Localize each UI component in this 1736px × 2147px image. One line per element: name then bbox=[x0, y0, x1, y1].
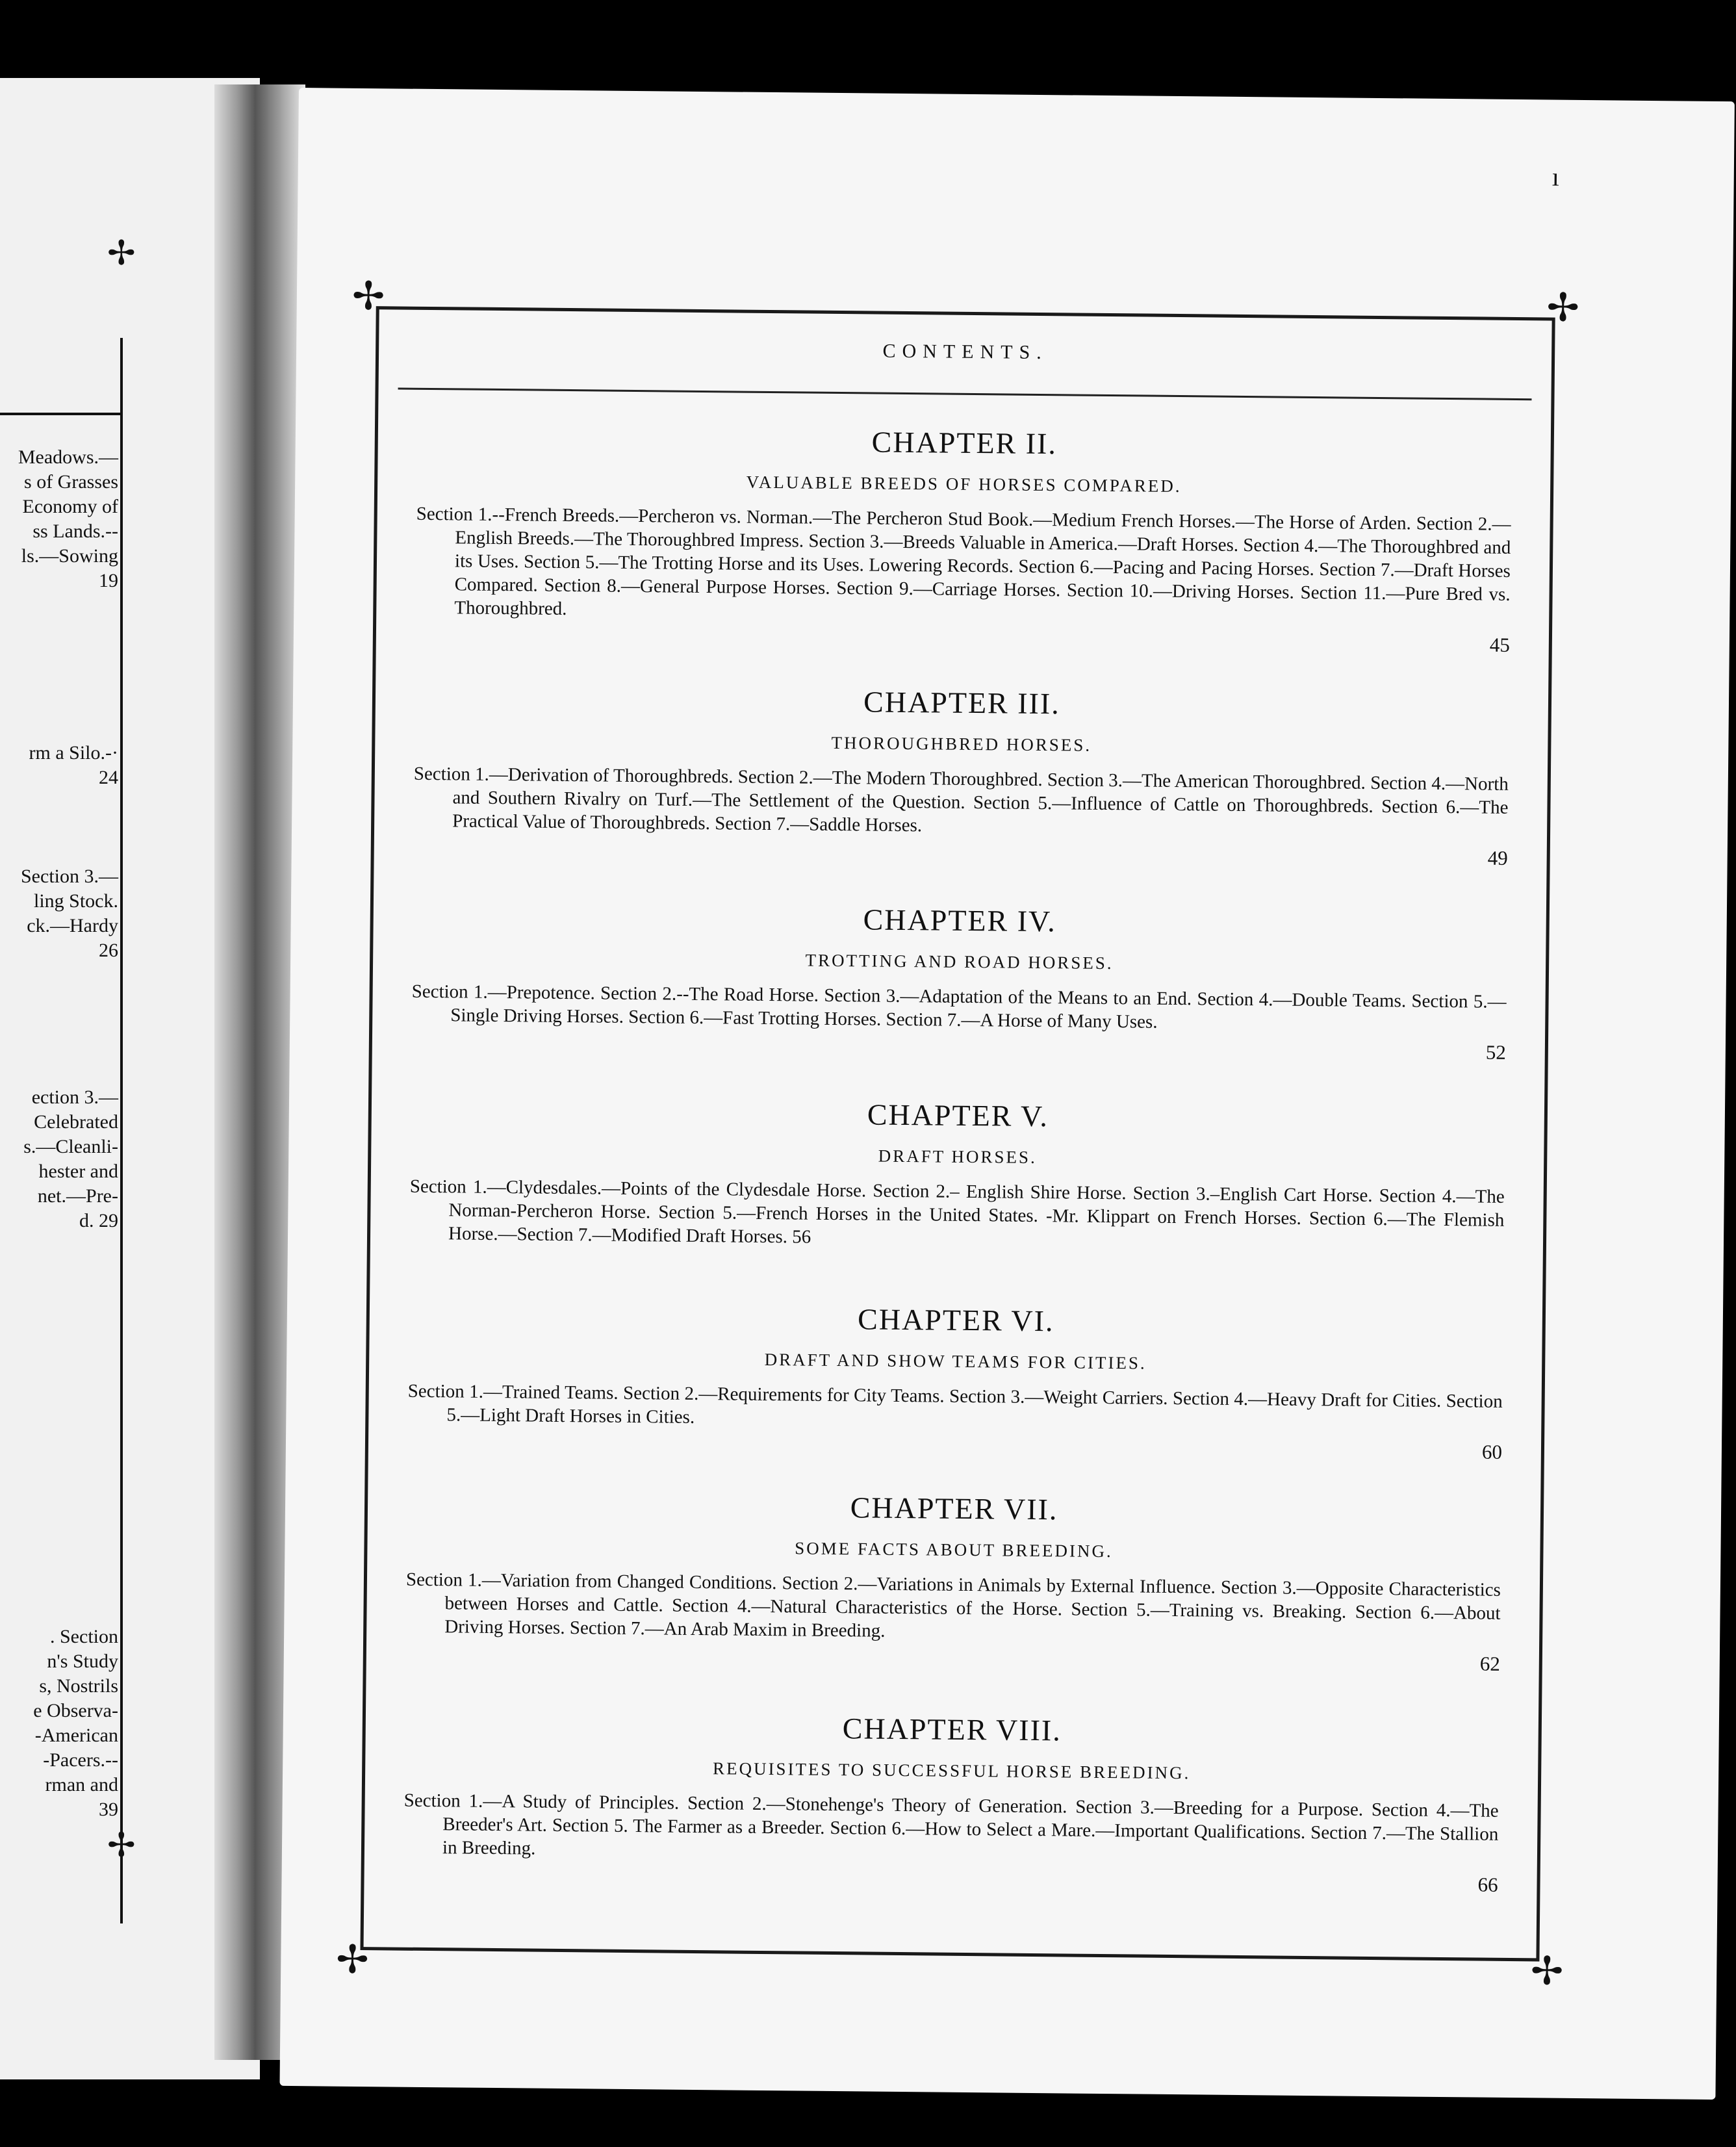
chapter-subtitle: VALUABLE BREEDS OF HORSES COMPARED. bbox=[746, 472, 1182, 496]
chapter-subtitle: DRAFT AND SHOW TEAMS FOR CITIES. bbox=[764, 1349, 1147, 1373]
corner-ornament: ✢ bbox=[336, 1938, 369, 1982]
chapter-title: CHAPTER VII. bbox=[850, 1491, 1058, 1526]
chapter-entry bbox=[403, 1707, 1500, 1897]
page-number: 45 bbox=[1489, 633, 1511, 656]
chapter-subtitle: DRAFT HORSES. bbox=[878, 1146, 1037, 1167]
chapter-sections: Section 1.—A Study of Principles. Section 2.—Stonehenge's Theory of Generation. Section 3.—Breeding for a Purpose. Section 4.—The Breeder's Art. Section 5. The Farmer as a Breeder. Section 6.—How to Select a Mare.—Important Qualifications. Section 7.—The Stallion in Breeding. bbox=[403, 1790, 1499, 1859]
page-number: 52 bbox=[1485, 1040, 1507, 1064]
page-number: 49 bbox=[1487, 846, 1508, 869]
corner-ornament: ✢ bbox=[1546, 286, 1580, 329]
page-number: 60 bbox=[1481, 1440, 1503, 1463]
page-number: 62 bbox=[1479, 1652, 1500, 1675]
corner-ornament: ✢ bbox=[107, 235, 136, 272]
left-page-text: . Section n's Study s, Nostrils e Observa- -American -Pacers.-- rman and 39 bbox=[33, 1626, 118, 1820]
left-page-text: ection 3.— Celebrated s.—Cleanli- hester and net.—Pre- d. 29 bbox=[23, 1086, 118, 1231]
chapter-sections: Section 1.--French Breeds.—Percheron vs. Norman.—The Percheron Stud Book.—Medium French Horses.—The Horse of Arden. Section 2.—English Breeds.—The Thoroughbred Impress. Section 3.—Breeds Valuable in America.—Draft Horses. Section 4.—The Thoroughbred and its Uses. Section 5.—The Trotting Horse and its Uses. Lowering Records. Section 6.—Pacing and Pacing Horses. Section 7.—Draft Horses Compared. Section 8.—General Purpose Horses. Section 9.—Carriage Horses. Section 10.—Driving Horses. Section 11.—Pure Bred vs. Thoroughbred. bbox=[416, 503, 1511, 619]
chapter-entry bbox=[413, 680, 1510, 870]
chapter-title: CHAPTER VI. bbox=[857, 1302, 1054, 1338]
chapter-entry bbox=[411, 898, 1507, 1064]
chapter-sections: Section 1.—Variation from Changed Conditions. Section 2.—Variations in Animals by External Influence. Section 3.—Opposite Characteristics between Horses and Cattle. Section 4.—Natural Characteristics of the Horse. Section 5.—Training vs. Breaking. Section 6.—About Driving Horses. Section 7.—An Arab Maxim in Breeding. bbox=[405, 1569, 1501, 1641]
corner-ornament: ✢ bbox=[107, 1827, 136, 1864]
chapter-sections: Section 1.—Derivation of Thoroughbreds. Section 2.—The Modern Thoroughbred. Section 3.—The American Thoroughbred. Section 4.—North and Southern Rivalry on Turf.—The Settlement of the Question. Section 5.—Influence of Cattle on Thoroughbreds. Section 6.—The Practical Value of Thoroughbreds. Section 7.—Saddle Horses. bbox=[413, 763, 1509, 836]
contents-frame bbox=[336, 274, 1580, 1993]
page-number: 66 bbox=[1477, 1873, 1498, 1896]
corner-ornament: ✢ bbox=[1530, 1949, 1564, 1993]
chapter-entry bbox=[409, 1093, 1505, 1255]
chapter-subtitle: REQUISITES TO SUCCESSFUL HORSE BREEDING. bbox=[712, 1758, 1191, 1783]
header-rule bbox=[398, 387, 1532, 400]
chapter-sections: Section 1.—Trained Teams. Section 2.—Requirements for City Teams. Section 3.—Weight Carriers. Section 4.—Heavy Draft for Cities. Section 5.—Light Draft Horses in Cities. bbox=[407, 1380, 1503, 1428]
chapter-subtitle: SOME FACTS ABOUT BREEDING. bbox=[795, 1538, 1113, 1562]
contents-page bbox=[279, 88, 1734, 2100]
chapter-title: CHAPTER III. bbox=[863, 685, 1060, 721]
page-mark: ı bbox=[1551, 162, 1560, 192]
chapter-sections: Section 1.—Prepotence. Section 2.--The Road Horse. Section 3.—Adaptation of the Means to an End. Section 4.—Double Teams. Section 5.—Single Driving Horses. Section 6.—Fast Trotting Horses. Section 7.—A Horse of Many Uses. bbox=[411, 981, 1507, 1033]
chapter-title: CHAPTER IV. bbox=[863, 903, 1057, 938]
chapter-title: CHAPTER II. bbox=[871, 425, 1058, 461]
chapter-subtitle: THOROUGHBRED HORSES. bbox=[831, 732, 1092, 755]
left-page-text: rm a Silo.-· 24 bbox=[29, 742, 118, 788]
left-page-text: Meadows.— s of Grasses Economy of ss Lands.-- ls.—Sowing 19 bbox=[18, 446, 118, 591]
page-title: CONTENTS. bbox=[882, 340, 1048, 364]
chapter-sections: Section 1.—Clydesdales.—Points of the Clydesdale Horse. Section 2.– English Shire Horse. Section 3.–English Cart Horse. Section 4.—The Norman-Percheron Horse. Section 5.—French Horses in the United States. -Mr. Klippart on French Horses. Section 6.—The Flemish Horse.—Section 7.—Modified Draft Horses. 56 bbox=[409, 1176, 1505, 1248]
chapter-title: CHAPTER V. bbox=[867, 1098, 1049, 1133]
corner-ornament: ✢ bbox=[351, 274, 385, 318]
left-page-text: Section 3.— ling Stock. ck.—Hardy 26 bbox=[21, 866, 118, 961]
chapter-entry bbox=[405, 1486, 1502, 1676]
chapter-entry bbox=[415, 420, 1512, 657]
chapter-subtitle: TROTTING AND ROAD HORSES. bbox=[805, 950, 1114, 973]
chapter-title: CHAPTER VIII. bbox=[842, 1712, 1062, 1747]
chapter-entry bbox=[407, 1298, 1503, 1464]
